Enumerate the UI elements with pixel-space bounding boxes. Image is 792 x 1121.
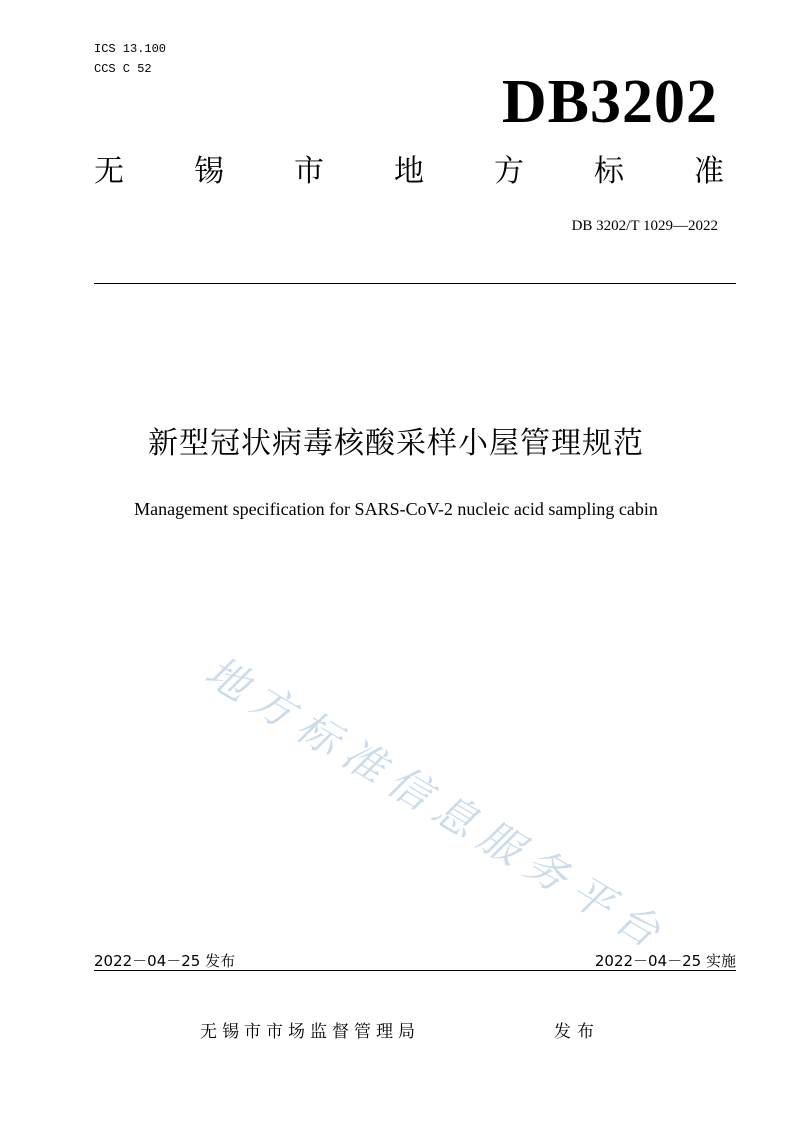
category-char: 准: [694, 154, 724, 189]
ics-code: ICS 13.100: [94, 42, 167, 56]
issue-label: 发布: [554, 1022, 600, 1042]
document-title-chinese: 新型冠状病毒核酸采样小屋管理规范: [148, 426, 644, 461]
category-char: 地: [394, 154, 424, 189]
header-divider: [94, 283, 736, 284]
category-char: 市: [294, 154, 324, 189]
category-char: 标: [594, 154, 624, 189]
category-char: 锡: [194, 154, 224, 189]
standard-code-title: DB3202: [501, 68, 718, 136]
watermark-text: 地方标准信息服务平台: [196, 646, 668, 957]
footer-divider: [94, 970, 736, 971]
category-char: 方: [494, 154, 524, 189]
publish-date: 2022－04－25 发布: [94, 952, 236, 970]
standard-number: DB 3202/T 1029—2022: [571, 218, 718, 234]
implement-date: 2022－04－25 实施: [594, 952, 736, 970]
watermark: [196, 646, 668, 957]
standard-category: [94, 152, 724, 192]
issuing-authority: 无锡市市场监督管理局: [200, 1022, 420, 1042]
category-char: 无: [94, 154, 124, 189]
document-title-english: Management specification for SARS-CoV-2 nucleic acid sampling cabin: [134, 499, 658, 519]
ccs-code: CCS C 52: [94, 62, 152, 76]
